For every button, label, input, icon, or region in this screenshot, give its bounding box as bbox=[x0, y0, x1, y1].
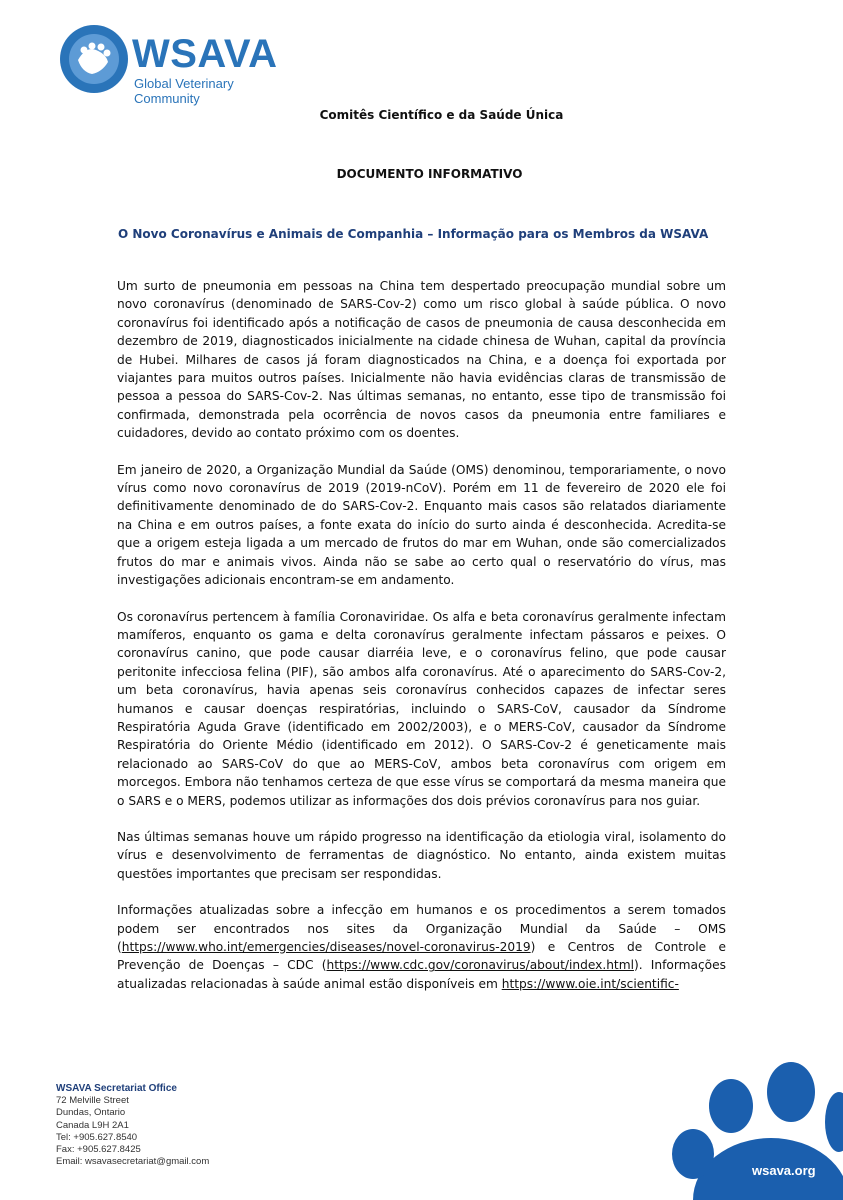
who-link[interactable]: https://www.who.int/emergencies/diseases/novel-coronavirus-2019 bbox=[121, 940, 531, 954]
paragraph-4: Nas últimas semanas houve um rápido progresso na identificação da etiologia viral, isolamento do vírus e desenvolvimento de ferramentas de diagnóstico. No entanto, ainda existem muitas questões importantes que precisam ser respondidas. bbox=[117, 829, 726, 881]
logo-wordmark: WSAVA bbox=[132, 32, 278, 76]
document-title: O Novo Coronavírus e Animais de Companhia – Informação para os Membros da WSAVA bbox=[118, 227, 709, 241]
paragraph-5-text-c: ). Informações atualizadas relacionadas à saúde animal estão disponíveis em bbox=[117, 958, 726, 991]
footer-address bbox=[56, 1083, 296, 1168]
paragraph-2: Em janeiro de 2020, a Organização Mundial da Saúde (OMS) denominou, temporariamente, o novo vírus como novo coronavírus de 2019 (2019-nCoV). Porém em 11 de fevereiro de 2020 ele foi definitivamente denominado de do SARS-Cov-2. Enquanto mais casos são relatados diariamente na China e em outros países, a fonte exata do início do surto ainda é desconhecida. Acredita-se que a origem esteja ligada a um mercado de frutos do mar em Wuhan, onde são comercializados frutos do mar e animais vivos. Ainda não se sabe ao certo qual o reservatório do vírus, mas investigações adicionais encontram-se em andamento. bbox=[117, 462, 726, 588]
wsava-logo bbox=[56, 20, 296, 106]
paragraph-1: Um surto de pneumonia em pessoas na China tem despertado preocupação mundial sobre um novo coronavírus (denominado de SARS-Cov-2) como um risco global à saúde pública. O novo coronavírus foi identificado após a notificação de casos de pneumonia de causa desconhecida em dezembro de 2019, diagnosticados inicialmente na cidade chinesa de Wuhan, capital da província de Hubei. Milhares de casos já foram diagnosticados na China, e a doença foi exportada por viajantes para muitos outros países. Inicialmente não havia evidências claras de transmissão de pessoa a pessoa do SARS-Cov-2. Nas últimas semanas, no entanto, esse tipo de transmissão foi confirmada, demonstrada pela ocorrência de novos casos da pneumonia entre familiares e cuidadores, devido ao contato próximo com os doentes. bbox=[117, 279, 726, 441]
footer-email: Email: wsavasecretariat@gmail.com bbox=[56, 1156, 210, 1168]
cdc-link[interactable]: https://www.cdc.gov/coronavirus/about/index.html bbox=[326, 958, 634, 973]
footer-fax: Fax: +905.627.8425 bbox=[56, 1144, 141, 1156]
document-type-heading: DOCUMENTO INFORMATIVO bbox=[336, 167, 523, 181]
website-label: wsava.org bbox=[752, 1163, 816, 1178]
paragraph-5-text-a: Informações atualizadas sobre a infecção em humanos e os procedimentos a serem tomados podem ser encontrados nos sites da Organização Mundial da Saúde – OMS ( bbox=[117, 903, 726, 954]
committee-heading: Comitês Científico e da Saúde Única bbox=[319, 108, 564, 122]
footer-tel: Tel: +905.627.8540 bbox=[56, 1131, 138, 1143]
footer-office: WSAVA Secretariat Office bbox=[56, 1083, 177, 1094]
globe-paw-logo-icon bbox=[56, 20, 132, 98]
paragraph-5 bbox=[117, 901, 726, 993]
footer-street: 72 Melville Street bbox=[56, 1095, 129, 1107]
paragraph-3: Os coronavírus pertencem à família Coronaviridae. Os alfa e beta coronavírus geralmente infectam mamíferos, enquanto os gama e delta coronavírus geralmente infectam pássaros e peixes. O coronavírus canino, que pode causar diarréia leve, e o coronavírus felino, que pode causar peritonite infecciosa felina (PIF), são ambos alfa coronavírus. Até o aparecimento do SARS-Cov-2, um beta coronavírus, havia apenas seis coronavírus conhecidos capazes de infectar seres humanos e causar doenças respiratórias, incluindo o SARS-CoV, causador da Síndrome Respiratória Aguda Grave (identificado em 2002/2003), e o MERS-CoV, causador da Síndrome Respiratória do Oriente Médio (identificado em 2012). O SARS-Cov-2 é geneticamente mais relacionado ao SARS-CoV do que ao MERS-CoV, ambos beta coronavírus com origem em morcegos. Embora não tenhamos certeza de que esse vírus se comportará da mesma maneira que o SARS e o MERS, podemos utilizar as informações dos dois prévios coronavírus para nos guiar. bbox=[117, 609, 726, 808]
oie-link[interactable]: https://www.oie.int/scientific- bbox=[501, 976, 679, 991]
paragraph-5-text-b: ) e Centros de Controle e Prevenção de Doenças – CDC ( bbox=[117, 940, 726, 973]
footer-postal: Canada L9H 2A1 bbox=[56, 1119, 129, 1131]
document-body bbox=[117, 277, 726, 1011]
logo-tagline: Global Veterinary Community bbox=[134, 76, 234, 106]
footer-city: Dundas, Ontario bbox=[56, 1107, 126, 1119]
